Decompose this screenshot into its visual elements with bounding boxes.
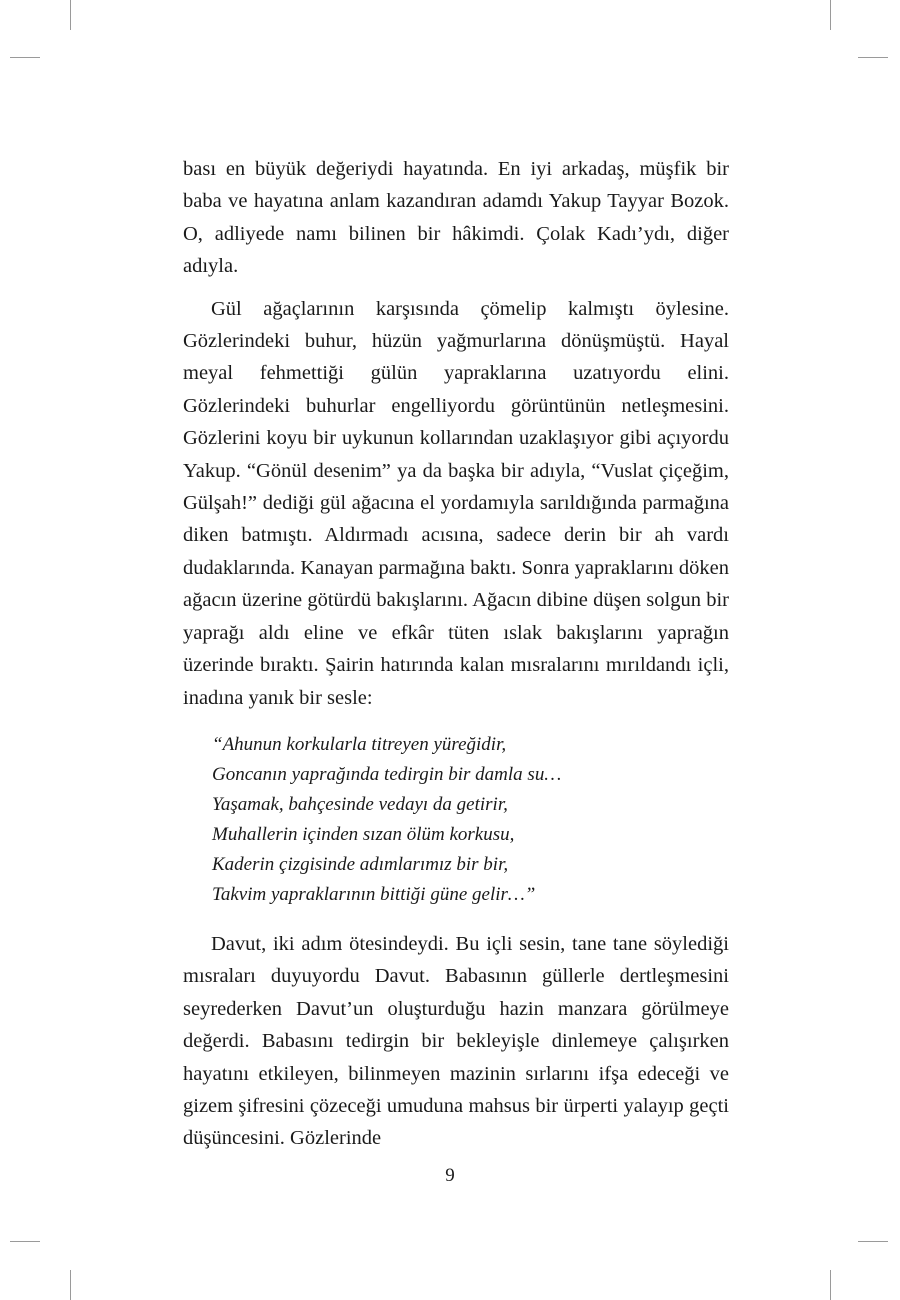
- paragraph-1: bası en büyük değeriydi hayatında. En iyi arkadaş, müşfik bir baba ve hayatına anlam kazandıran adamdı Yakup Tayyar Bozok. O, adliyede namı bilinen bir hâkimdi. Çolak Kadı’ydı, diğer adıyla.: [183, 158, 729, 278]
- paragraph-2: Gül ağaçlarının karşısında çömelip kalmıştı öylesine. Gözlerindeki buhur, hüzün yağmurlarına dönüşmüştü. Hayal meyal fehmettiği gülün yapraklarına uzatıyordu elini. Gözlerindeki buhurlar engelliyordu görüntünün netleşmesini. Gözlerini koyu bir uykunun kollarından uzaklaşıyor gibi açıyordu Yakup. “Gönül desenim” ya da başka bir adıyla, “Vuslat çiçeğim, Gülşah!” dediği gül ağacına el yordamıyla sarıldığında parmağına diken batmıştı. Aldırmadı acısına, sadece derin bir ah vardı dudaklarında. Kanayan parmağına baktı. Sonra yapraklarını döken ağacın üzerine götürdü bakışlarını. Ağacın dibine düşen solgun bir yaprağı aldı eline ve efkâr tüten ıslak bakışlarını yaprağın üzerinde bıraktı. Şairin hatırında kalan mısralarını mırıldandı içli, inadına yanık bir sesle:: [183, 297, 729, 709]
- crop-mark-top-right-horizontal: [858, 57, 888, 58]
- crop-mark-top-left-vertical: [70, 0, 71, 30]
- verse-line-1: “Ahunun korkularla titreyen yüreğidir,: [212, 733, 507, 755]
- paragraph-gap: [183, 283, 729, 293]
- page-number: 9: [445, 1165, 455, 1186]
- crop-mark-bottom-left-horizontal: [10, 1241, 40, 1242]
- verse-line-4: Muhallerin içinden sızan ölüm korkusu,: [212, 823, 515, 845]
- verse-line-6: Takvim yapraklarının bittiği güne gelir…”: [212, 883, 536, 905]
- crop-mark-bottom-left-vertical: [70, 1270, 71, 1300]
- crop-mark-bottom-right-horizontal: [858, 1241, 888, 1242]
- paragraph-3: Davut, iki adım ötesindeydi. Bu içli sesin, tane tane söylediği mısraları duyuyordu Davut. Babasının güllerle dertleşmesini seyrederken Davut’un oluşturduğu hazin manzara görülmeye değerdi. Babasını tedirgin bir bekleyişle dinlemeye çalışırken hayatını etkileyen, bilinmeyen mazinin sırlarını ifşa edeceği ve gizem şifresini çözeceği umuduna mahsus bir ürperti yalayıp geçti düşüncesini. Gözlerinde: [183, 932, 729, 1150]
- verse-line-3: Yaşamak, bahçesinde vedayı da getirir,: [212, 793, 508, 815]
- verse-block: [212, 730, 729, 910]
- crop-mark-top-left-horizontal: [10, 57, 40, 58]
- verse-line-2: Goncanın yaprağında tedirgin bir damla su…: [212, 763, 562, 785]
- crop-mark-bottom-right-vertical: [830, 1270, 831, 1300]
- verse-line-5: Kaderin çizgisinde adımlarımız bir bir,: [212, 853, 509, 875]
- crop-mark-top-right-vertical: [830, 0, 831, 30]
- page-body: [183, 153, 729, 1155]
